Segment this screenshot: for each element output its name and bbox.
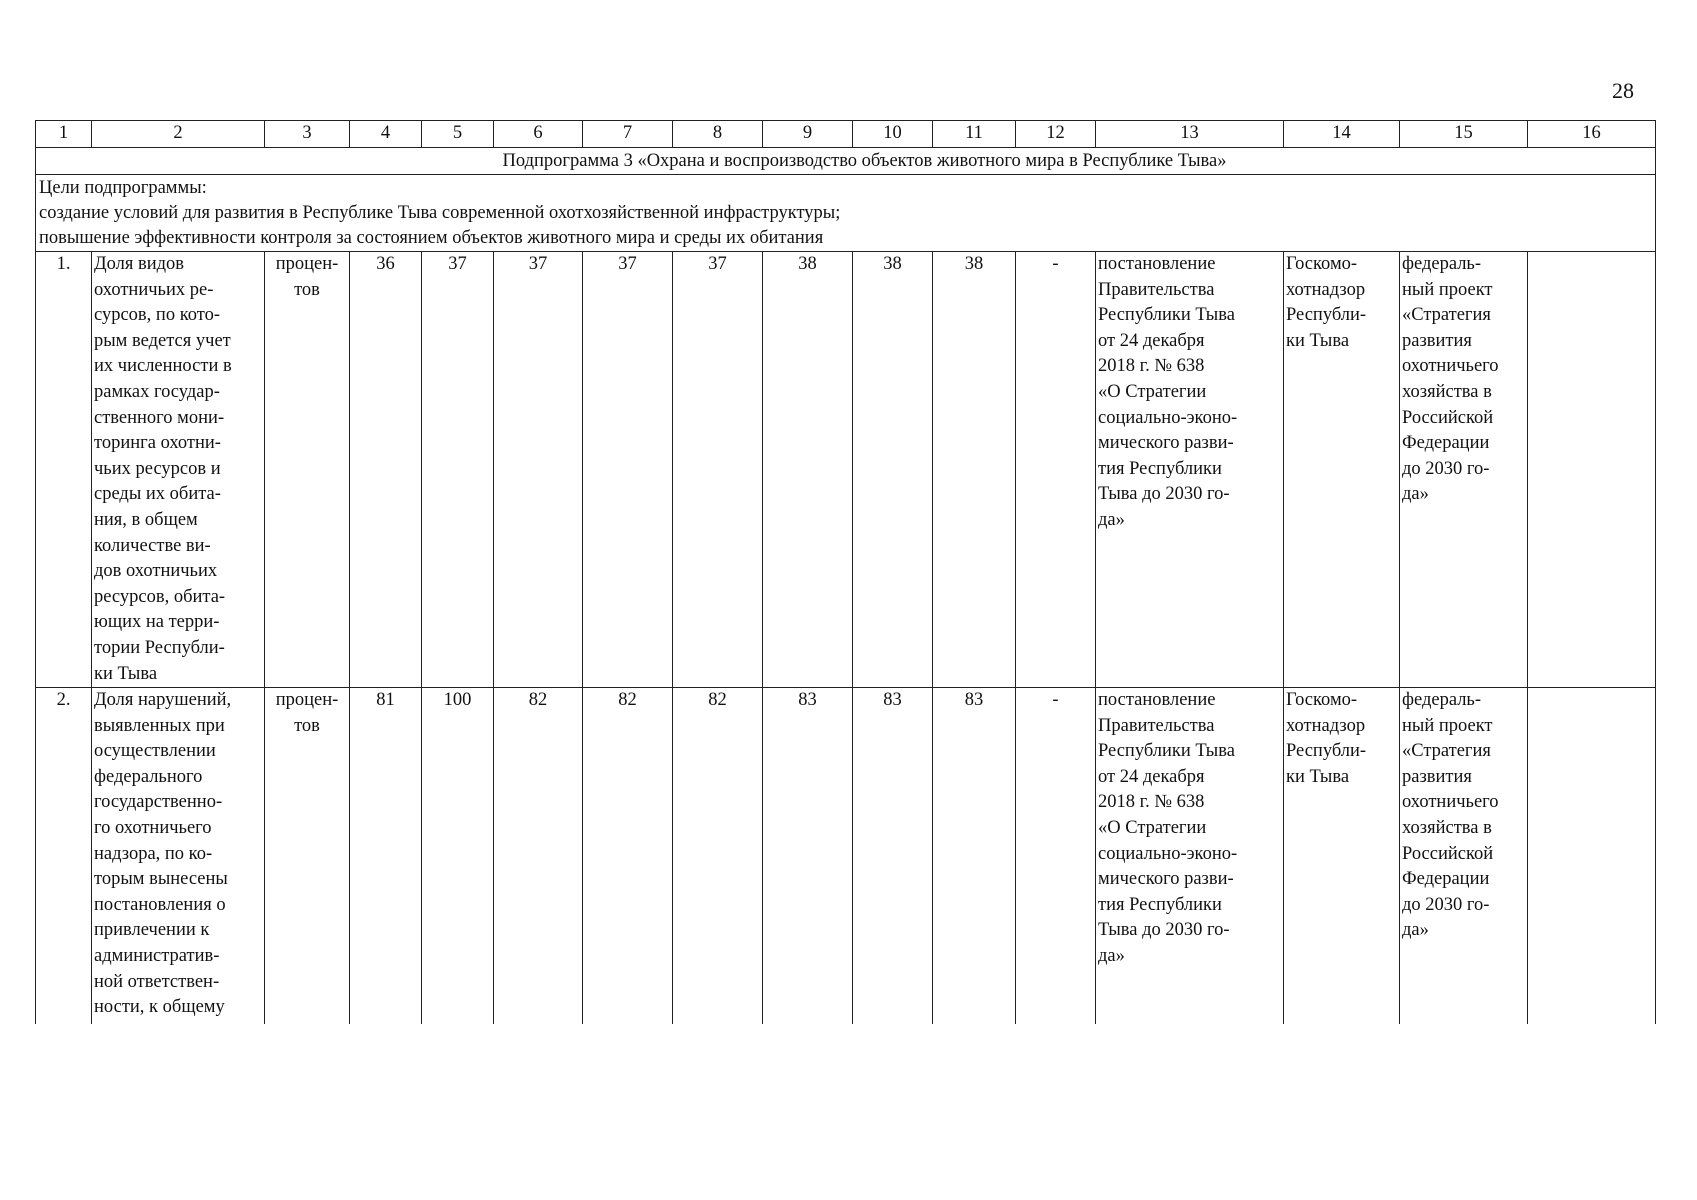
goals-heading: Цели подпрограммы: (39, 178, 207, 198)
column-12-cell: - (1016, 252, 1096, 688)
text-line: Федерации (1402, 869, 1490, 890)
column-16-cell (1528, 688, 1656, 1025)
indicator-name (92, 252, 265, 688)
value-cell: 81 (350, 688, 422, 1025)
text-line: федераль- (1402, 254, 1482, 274)
text-line: чьих ресурсов и (94, 458, 221, 479)
text-line: Тыва до 2030 го- (1098, 920, 1230, 941)
text-line: хозяйства в (1402, 381, 1492, 402)
legal-basis-cell (1096, 688, 1284, 1025)
responsible-cell (1284, 252, 1400, 688)
text-line: Федерации (1402, 433, 1490, 454)
value-cell: 38 (763, 252, 853, 688)
text-line: да» (1402, 920, 1429, 941)
text-line: да» (1098, 509, 1125, 530)
value-cell: 82 (583, 688, 673, 1025)
text-line: от 24 декабря (1098, 766, 1205, 787)
text-line: хотнадзор (1286, 715, 1366, 736)
text-line: «О Стратегии (1098, 381, 1207, 402)
text-line: выявленных при (94, 715, 225, 736)
column-number: 6 (494, 121, 583, 148)
indicators-table (35, 120, 1656, 1024)
row-number: 2. (36, 688, 92, 1025)
column-number: 1 (36, 121, 92, 148)
text-line: социально-эконо- (1098, 407, 1238, 428)
text-line: ный проект (1402, 715, 1493, 736)
text-line: торым вынесены (94, 869, 228, 890)
text-line: ки Тыва (1286, 766, 1350, 787)
text-line: Правительства (1098, 279, 1215, 300)
text-line: охотничьего (1402, 792, 1499, 813)
legal-basis-cell (1096, 252, 1284, 688)
text-line: Правительства (1098, 715, 1215, 736)
column-number: 13 (1096, 121, 1284, 148)
value-cell: 37 (673, 252, 763, 688)
text-line: количестве ви- (94, 535, 211, 556)
subprogram-title: Подпрограмма 3 «Охрана и воспроизводство объектов животного мира в Республике Тыва» (36, 148, 1656, 175)
column-number: 5 (422, 121, 494, 148)
text-line: государственно- (94, 792, 223, 813)
unit-cell (265, 252, 350, 688)
value-cell: 38 (933, 252, 1016, 688)
text-line: развития (1402, 766, 1472, 787)
value-cell: 38 (853, 252, 933, 688)
text-line: социально-эконо- (1098, 843, 1238, 864)
text-line: до 2030 го- (1402, 894, 1490, 915)
text-line: федерального (94, 766, 203, 787)
text-line: Республики Тыва (1098, 305, 1235, 326)
column-number: 8 (673, 121, 763, 148)
text-line: процен- (275, 690, 339, 711)
goal-item: создание условий для развития в Республике Тыва современной охотхозяйственной инфраструктуры; (39, 203, 841, 223)
column-16-cell (1528, 252, 1656, 688)
text-line: ки Тыва (1286, 330, 1350, 351)
text-line: го охотничьего (94, 818, 212, 839)
text-line: Республи- (1286, 305, 1367, 326)
text-line: 2018 г. № 638 (1098, 356, 1205, 377)
value-cell: 83 (853, 688, 933, 1025)
value-cell: 100 (422, 688, 494, 1025)
text-line: Доля видов (94, 254, 185, 274)
text-line: ресурсов, обита- (94, 586, 226, 607)
value-cell: 36 (350, 252, 422, 688)
value-cell: 83 (933, 688, 1016, 1025)
table-row (36, 252, 1656, 688)
text-line: ственного мони- (94, 407, 225, 428)
text-line: Тыва до 2030 го- (1098, 484, 1230, 505)
goals-cell (36, 175, 1656, 252)
text-line: дов охотничьих (94, 561, 218, 582)
goal-item: повышение эффективности контроля за состоянием объектов животного мира и среды их обитания (39, 228, 824, 248)
text-line: да» (1402, 484, 1429, 505)
value-cell: 37 (494, 252, 583, 688)
text-line: хотнадзор (1286, 279, 1366, 300)
column-number: 14 (1284, 121, 1400, 148)
text-line: Российской (1402, 843, 1494, 864)
text-line: мического разви- (1098, 433, 1234, 454)
text-line: мического разви- (1098, 869, 1234, 890)
text-line: Российской (1402, 407, 1494, 428)
text-line: Госкомо- (1286, 690, 1358, 711)
text-line: рым ведется учет (94, 330, 231, 351)
column-number: 4 (350, 121, 422, 148)
column-number: 12 (1016, 121, 1096, 148)
text-line: сурсов, по кото- (94, 305, 220, 326)
text-line: административ- (94, 946, 220, 967)
text-line: Госкомо- (1286, 254, 1358, 274)
text-line: надзора, по ко- (94, 843, 213, 864)
column-number: 11 (933, 121, 1016, 148)
column-number: 3 (265, 121, 350, 148)
text-line: процен- (275, 254, 339, 274)
text-line: Республики Тыва (1098, 741, 1235, 762)
text-line: постановление (1098, 690, 1216, 711)
column-number: 9 (763, 121, 853, 148)
indicator-name (92, 688, 265, 1025)
column-12-cell: - (1016, 688, 1096, 1025)
column-number: 16 (1528, 121, 1656, 148)
text-line: постановление (1098, 254, 1216, 274)
unit-cell (265, 688, 350, 1025)
table-row (36, 688, 1656, 1025)
text-line: ный проект (1402, 279, 1493, 300)
text-line: хозяйства в (1402, 818, 1492, 839)
text-line: тов (294, 279, 320, 300)
federal-project-cell (1400, 688, 1528, 1025)
value-cell: 83 (763, 688, 853, 1025)
text-line: осуществлении (94, 741, 216, 762)
row-number: 1. (36, 252, 92, 688)
text-line: до 2030 го- (1402, 458, 1490, 479)
text-line: да» (1098, 946, 1125, 967)
text-line: ности, к общему (94, 997, 225, 1018)
text-line: «Стратегия (1402, 305, 1491, 326)
text-line: Доля нарушений, (94, 690, 232, 711)
column-number: 10 (853, 121, 933, 148)
text-line: тории Республи- (94, 637, 225, 658)
text-line: тия Республики (1098, 894, 1222, 915)
column-number: 7 (583, 121, 673, 148)
text-line: развития (1402, 330, 1472, 351)
text-line: охотничьего (1402, 356, 1499, 377)
text-line: «О Стратегии (1098, 818, 1207, 839)
text-line: федераль- (1402, 690, 1482, 711)
column-number-row (36, 121, 1656, 148)
text-line: ки Тыва (94, 663, 158, 684)
column-number: 15 (1400, 121, 1528, 148)
federal-project-cell (1400, 252, 1528, 688)
text-line: постановления о (94, 894, 226, 915)
text-line: рамках государ- (94, 381, 220, 402)
text-line: ной ответствен- (94, 971, 220, 992)
text-line: торинга охотни- (94, 433, 221, 454)
goals-row (36, 175, 1656, 252)
text-line: тов (294, 715, 320, 736)
value-cell: 37 (583, 252, 673, 688)
text-line: 2018 г. № 638 (1098, 792, 1205, 813)
text-line: «Стратегия (1402, 741, 1491, 762)
responsible-cell (1284, 688, 1400, 1025)
text-line: Республи- (1286, 741, 1367, 762)
text-line: охотничьих ре- (94, 279, 214, 300)
text-line: ющих на терри- (94, 612, 220, 633)
column-number: 2 (92, 121, 265, 148)
text-line: их численности в (94, 356, 232, 377)
subprogram-title-row (36, 148, 1656, 175)
text-line: среды их обита- (94, 484, 221, 505)
value-cell: 82 (494, 688, 583, 1025)
text-line: тия Республики (1098, 458, 1222, 479)
text-line: от 24 декабря (1098, 330, 1205, 351)
value-cell: 82 (673, 688, 763, 1025)
text-line: ния, в общем (94, 509, 198, 530)
value-cell: 37 (422, 252, 494, 688)
text-line: привлечении к (94, 920, 210, 941)
page-number: 28 (1612, 78, 1634, 103)
